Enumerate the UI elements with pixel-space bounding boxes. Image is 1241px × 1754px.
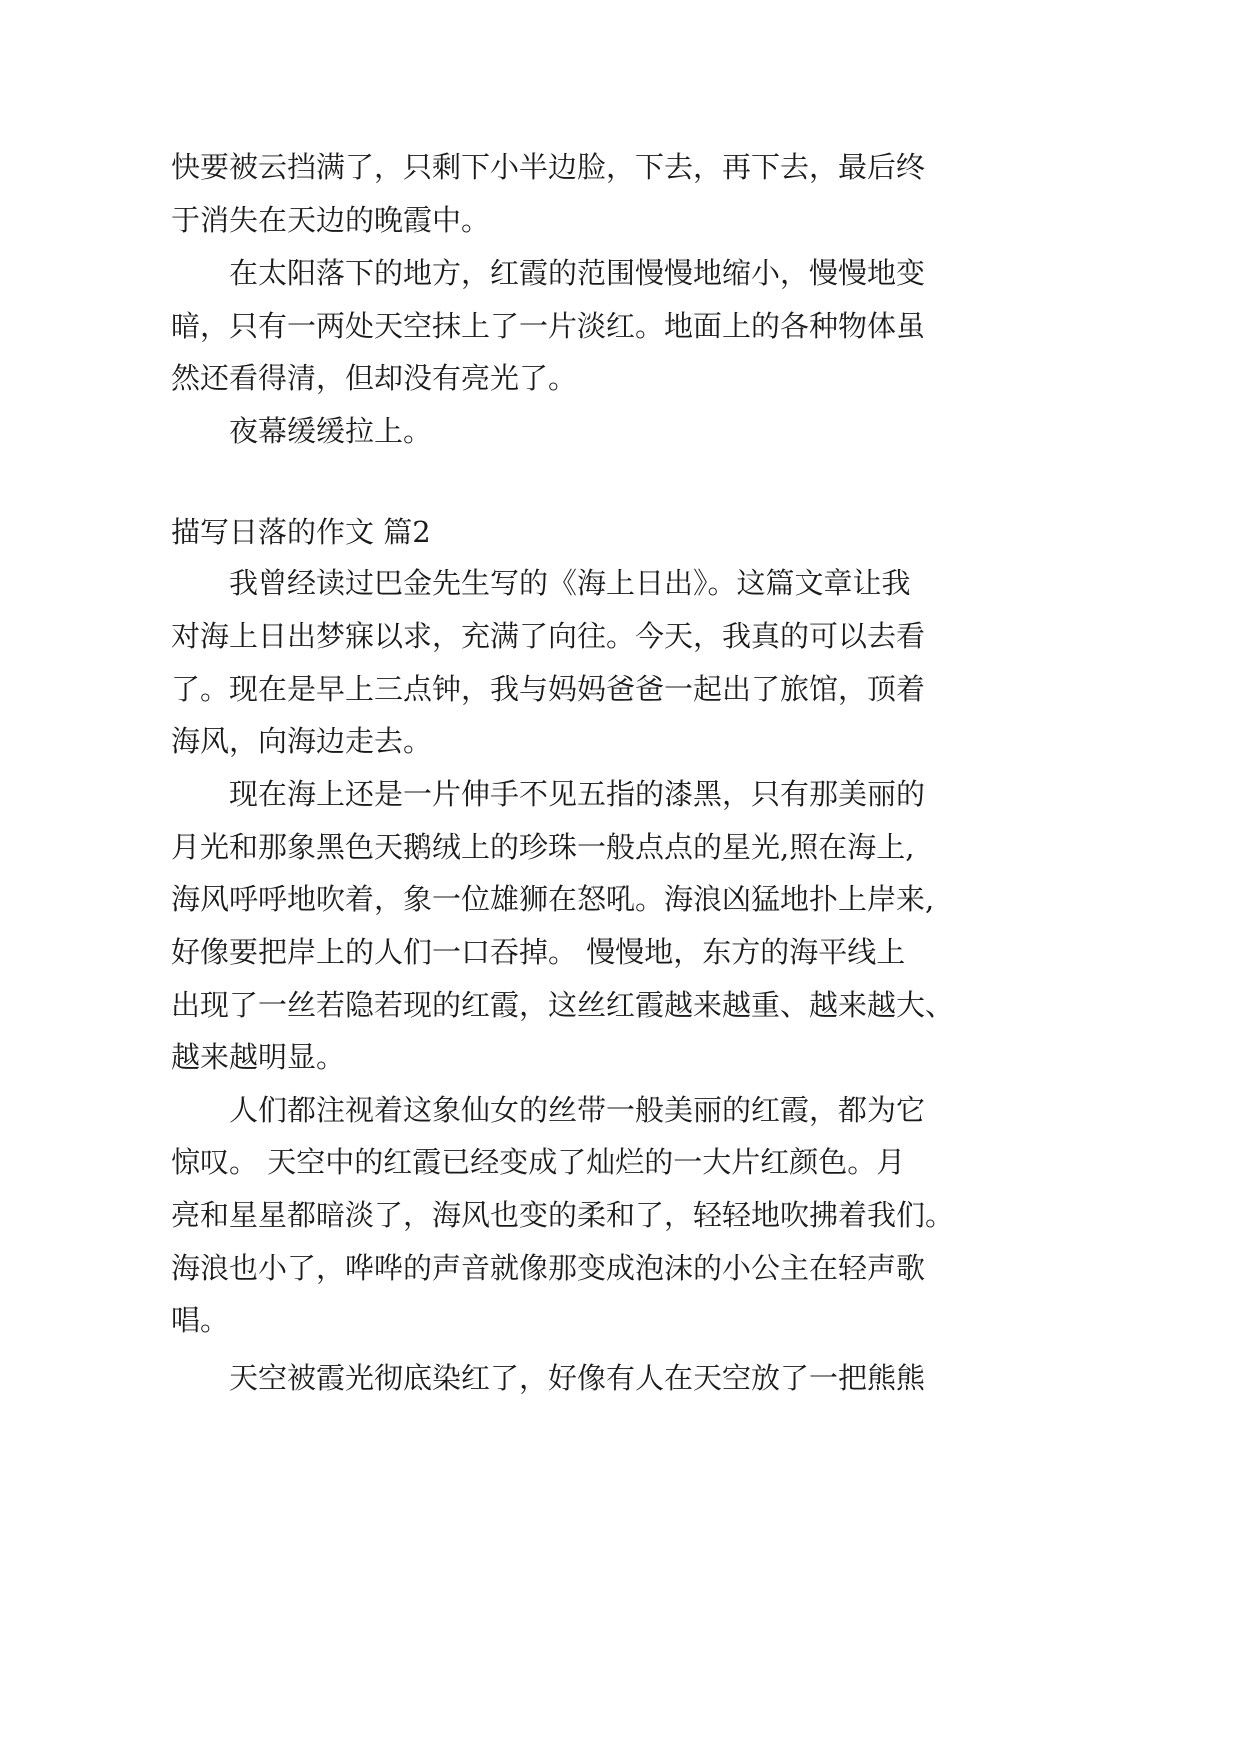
text-line: [0, 246, 1241, 300]
line-text: 现在海上还是一片伸手不见五指的漆黑，只有那美丽的: [229, 777, 926, 811]
line-text: 亮和星星都暗淡了，海风也变的柔和了，轻轻地吹拂着我们。: [171, 1198, 955, 1232]
line-text: 于消失在天边的晚霞中。: [171, 203, 491, 237]
text-line: [0, 1351, 1241, 1405]
line-text: 在太阳落下的地方，红霞的范围慢慢地缩小，慢慢地变: [229, 256, 926, 290]
text-line: [0, 925, 1241, 979]
section-heading: [0, 505, 1241, 559]
line-text: 暗，只有一两处天空抹上了一片淡红。地面上的各种物体虽: [171, 309, 926, 343]
line-text: 然还看得清，但却没有亮光了。: [171, 361, 578, 395]
text-line: [0, 1241, 1241, 1295]
text-line: [0, 767, 1241, 821]
text-line: [0, 1030, 1241, 1084]
text-line: [0, 140, 1241, 194]
text-line: [0, 1188, 1241, 1242]
text-line: [0, 872, 1241, 926]
line-text: 快要被云挡满了，只剩下小半边脸，下去，再下去，最后终: [171, 150, 926, 184]
line-text: 唱。: [171, 1303, 230, 1337]
text-line: [0, 351, 1241, 405]
text-line: [0, 193, 1241, 247]
text-line: [0, 714, 1241, 768]
line-text: 了。现在是早上三点钟，我与妈妈爸爸一起出了旅馆，顶着: [171, 672, 926, 706]
line-text: 月光和那象黑色天鹅绒上的珍珠一般点点的星光,照在海上,: [171, 830, 915, 864]
text-line: [0, 404, 1241, 458]
text-line: [0, 820, 1241, 874]
line-text: 我曾经读过巴金先生写的《海上日出》。这篇文章让我: [229, 566, 911, 600]
text-line: [0, 1293, 1241, 1347]
line-text: 出现了一丝若隐若现的红霞，这丝红霞越来越重、越来越大、: [171, 988, 955, 1022]
text-line: [0, 299, 1241, 353]
line-text: 海风呼呼地吹着，象一位雄狮在怒吼。海浪凶猛地扑上岸来,: [171, 882, 935, 916]
line-text: 夜幕缓缓拉上。: [229, 414, 433, 448]
text-line: [0, 978, 1241, 1032]
heading-text: 描写日落的作文 篇2: [171, 515, 431, 549]
line-text: 海风，向海边走去。: [171, 724, 433, 758]
line-text: 天空被霞光彻底染红了，好像有人在天空放了一把熊熊: [229, 1361, 926, 1395]
text-line: [0, 1135, 1241, 1189]
line-text: 惊叹。 天空中的红霞已经变成了灿烂的一大片红颜色。月: [171, 1145, 906, 1179]
text-line: [0, 556, 1241, 610]
line-text: 越来越明显。: [171, 1040, 346, 1074]
text-line: [0, 662, 1241, 716]
line-text: 海浪也小了，哗哗的声音就像那变成泡沫的小公主在轻声歌: [171, 1251, 926, 1285]
line-text: 对海上日出梦寐以求，充满了向往。今天，我真的可以去看: [171, 619, 926, 653]
line-text: 好像要把岸上的人们一口吞掉。 慢慢地，东方的海平线上: [171, 935, 906, 969]
line-text: 人们都注视着这象仙女的丝带一般美丽的红霞，都为它: [229, 1093, 926, 1127]
text-line: [0, 609, 1241, 663]
text-line: [0, 1083, 1241, 1137]
